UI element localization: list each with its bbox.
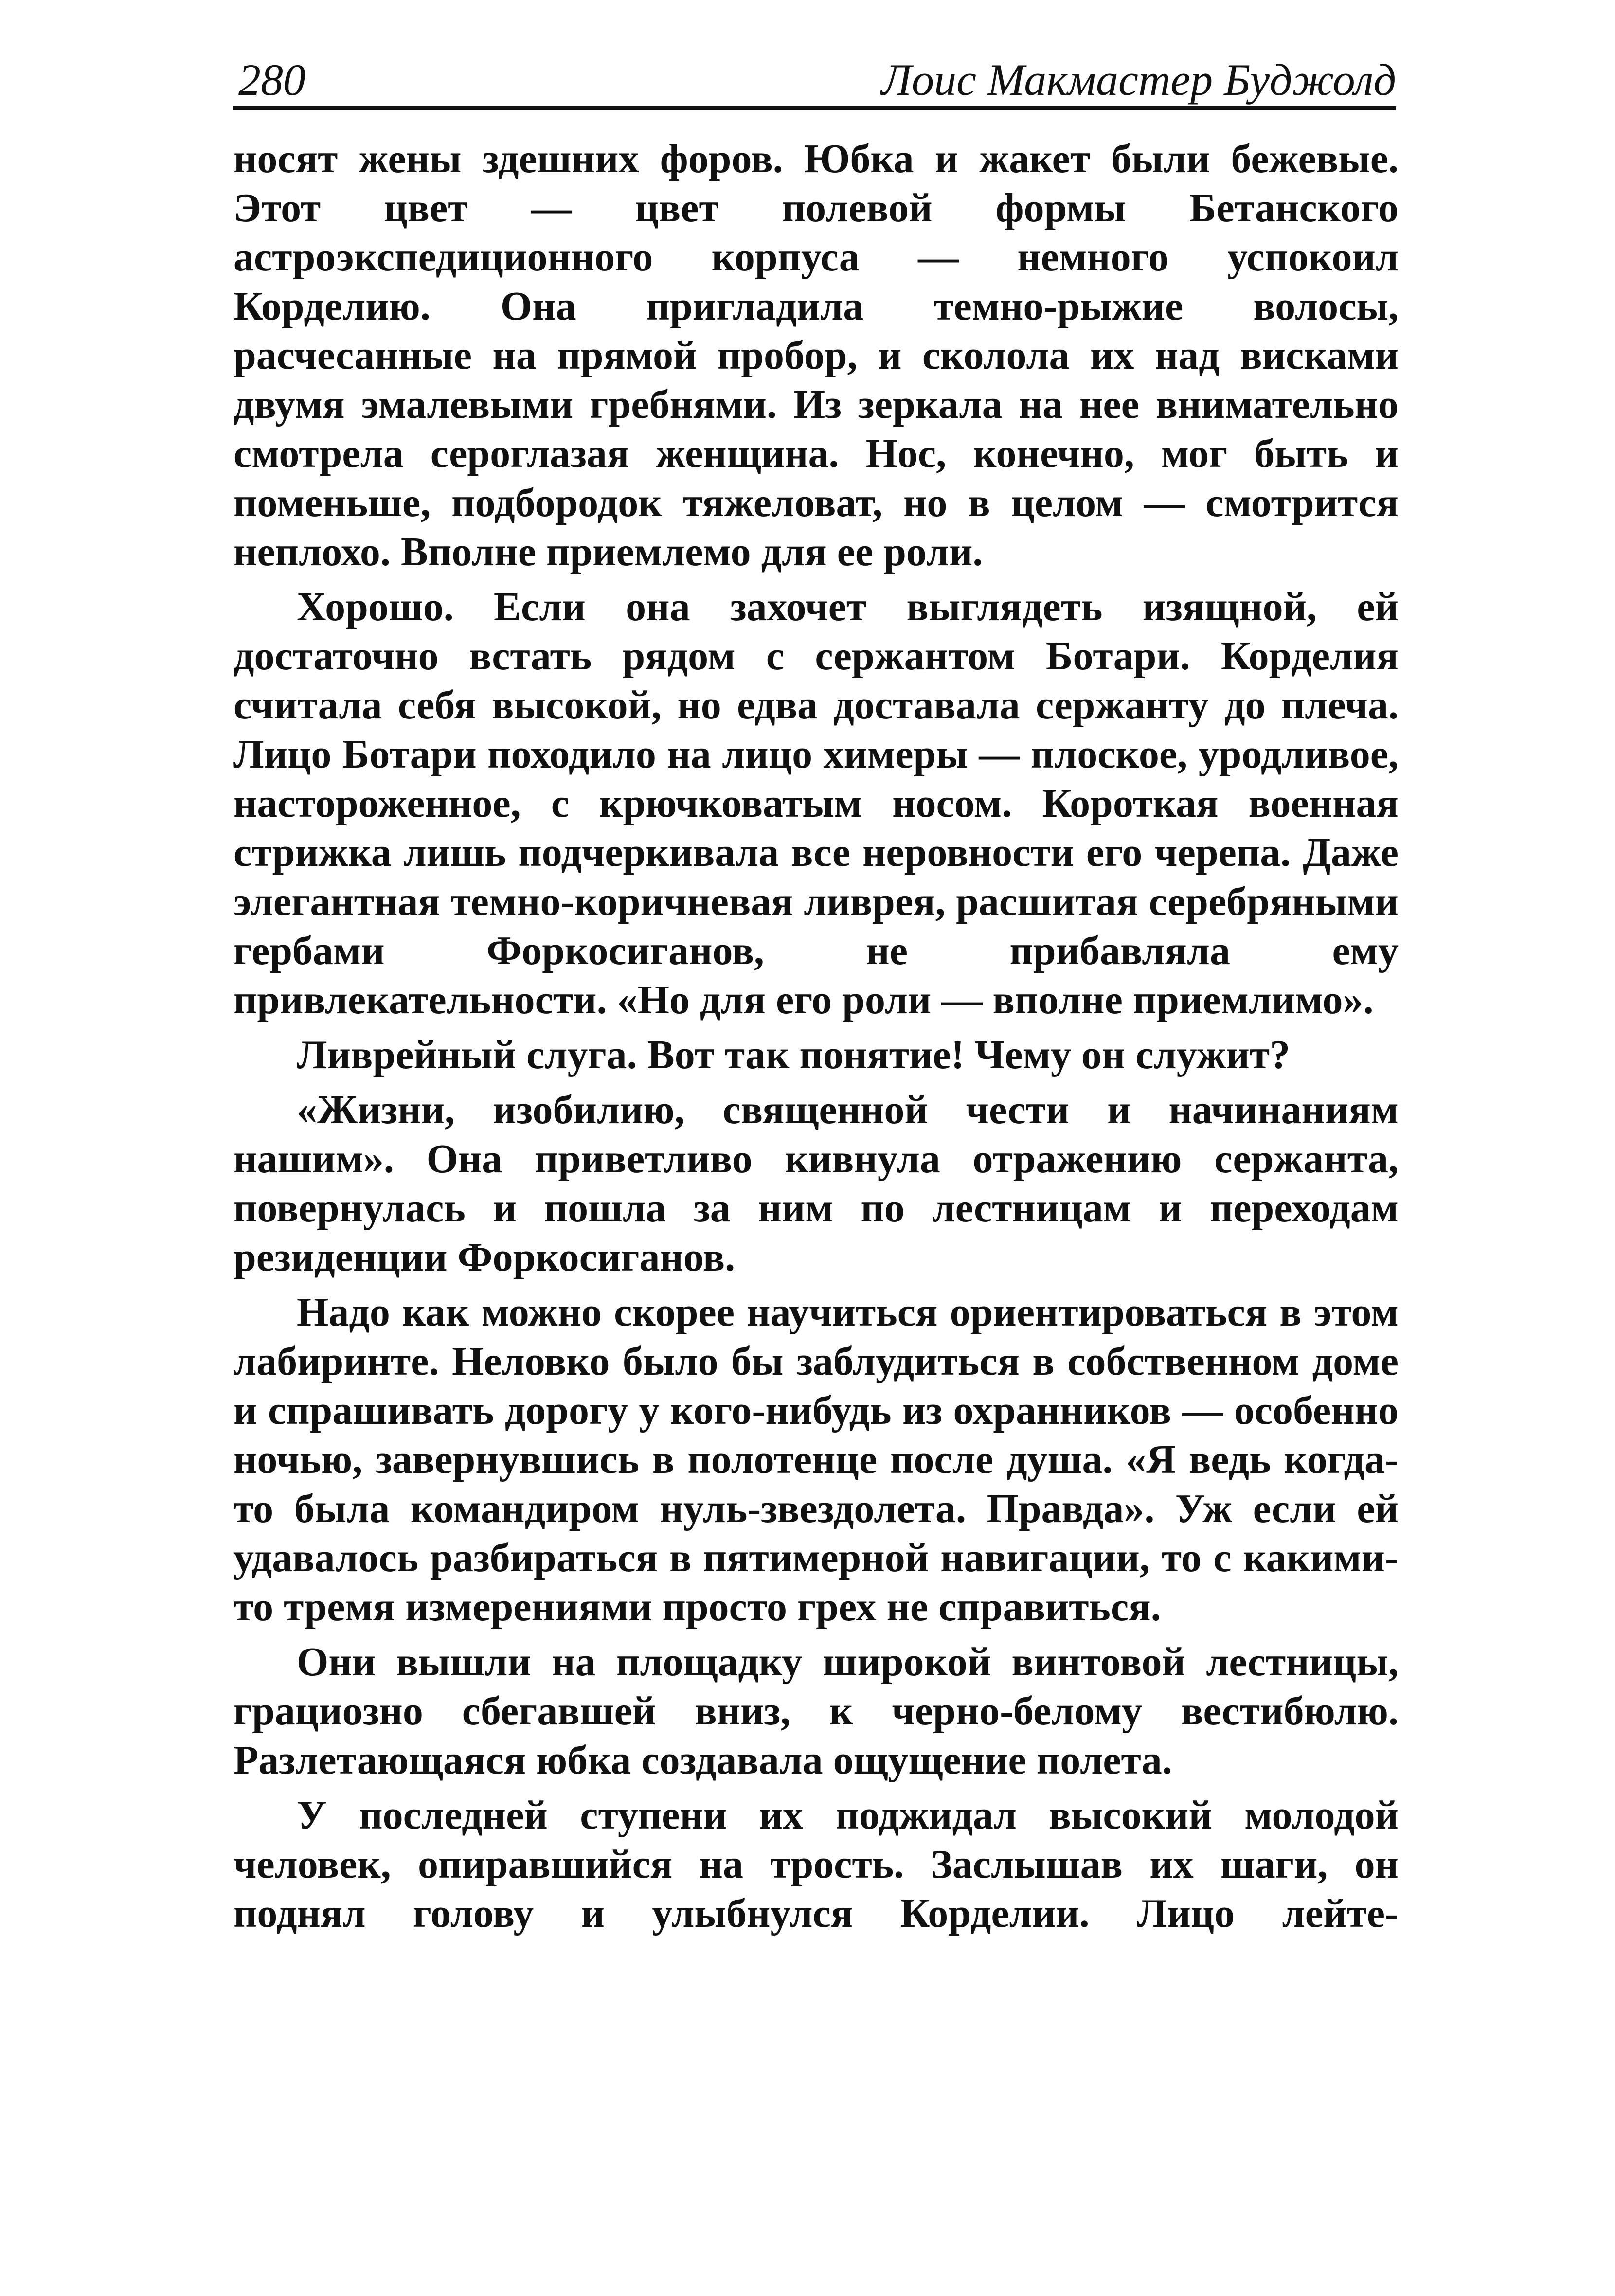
page-number: 280 — [238, 55, 305, 105]
paragraph-4: «Жизни, изобилию, священной чести и начинаниям нашим». Она приветливо кивнула отражению сержанта, повернулась и пошла за ним по лестницам и переходам резиденции Форкосиганов. — [233, 1087, 1399, 1280]
running-head — [238, 53, 1396, 107]
paragraph-7: У последней ступени их поджидал высокий молодой человек, опиравшийся на трость. Заслышав их шаги, он поднял голову и улыбнулся Корделии. Лицо лейте- — [233, 1793, 1399, 1936]
paragraph-6: Они вышли на площадку широкой винтовой лестницы, грациозно сбегавшей вниз, к черно-белому вестибюлю. Разлетающаяся юбка создавала ощущение полета. — [233, 1639, 1399, 1783]
paragraph-1: носят жены здешних форов. Юбка и жакет были бежевые. Этот цвет — цвет полевой формы Бетанского астроэкспедиционного корпуса — немного успокоил Корделию. Она пригладила темно-рыжие волосы, расчесанные на прямой пробор, и сколола их над висками двумя эмалевыми гребнями. Из зеркала на нее внимательно смотрела сероглазая женщина. Нос, конечно, мог быть и поменьше, подбородок тяжеловат, но в целом — смотрится неплохо. Вполне приемлемо для ее роли. — [233, 136, 1399, 574]
paragraph-3: Ливрейный слуга. Вот так понятие! Чему он служит? — [297, 1032, 1291, 1077]
running-title: Лоис Макмастер Буджолд — [881, 55, 1396, 105]
header-rule — [233, 106, 1396, 110]
paragraph-2: Хорошо. Если она захочет выглядеть изящной, ей достаточно встать рядом с сержантом Ботари. Корделия считала себя высокой, но едва доставала сержанту до плеча. Лицо Ботари походило на лицо химеры — плоское, уродливое, настороженное, с крючковатым носом. Короткая военная стрижка лишь подчеркивала все неровности его черепа. Даже элегантная темно-коричневая ливрея, расшитая серебряными гербами Форкосиганов, не прибавляла ему привлекательности. «Но для его роли — вполне приемлимо». — [233, 584, 1399, 1022]
text-body — [233, 134, 1399, 1938]
paragraph-5: Надо как можно скорее научиться ориентироваться в этом лабиринте. Неловко было бы заблудиться в собственном доме и спрашивать дорогу у кого-нибудь из охранников — особенно ночью, завернувшись в полотенце после душа. «Я ведь когда-то была командиром нуль-звездолета. Правда». Уж если ей удавалось разбираться в пятимерной навигации, то с какими-то тремя измерениями просто грех не справиться. — [233, 1290, 1399, 1630]
